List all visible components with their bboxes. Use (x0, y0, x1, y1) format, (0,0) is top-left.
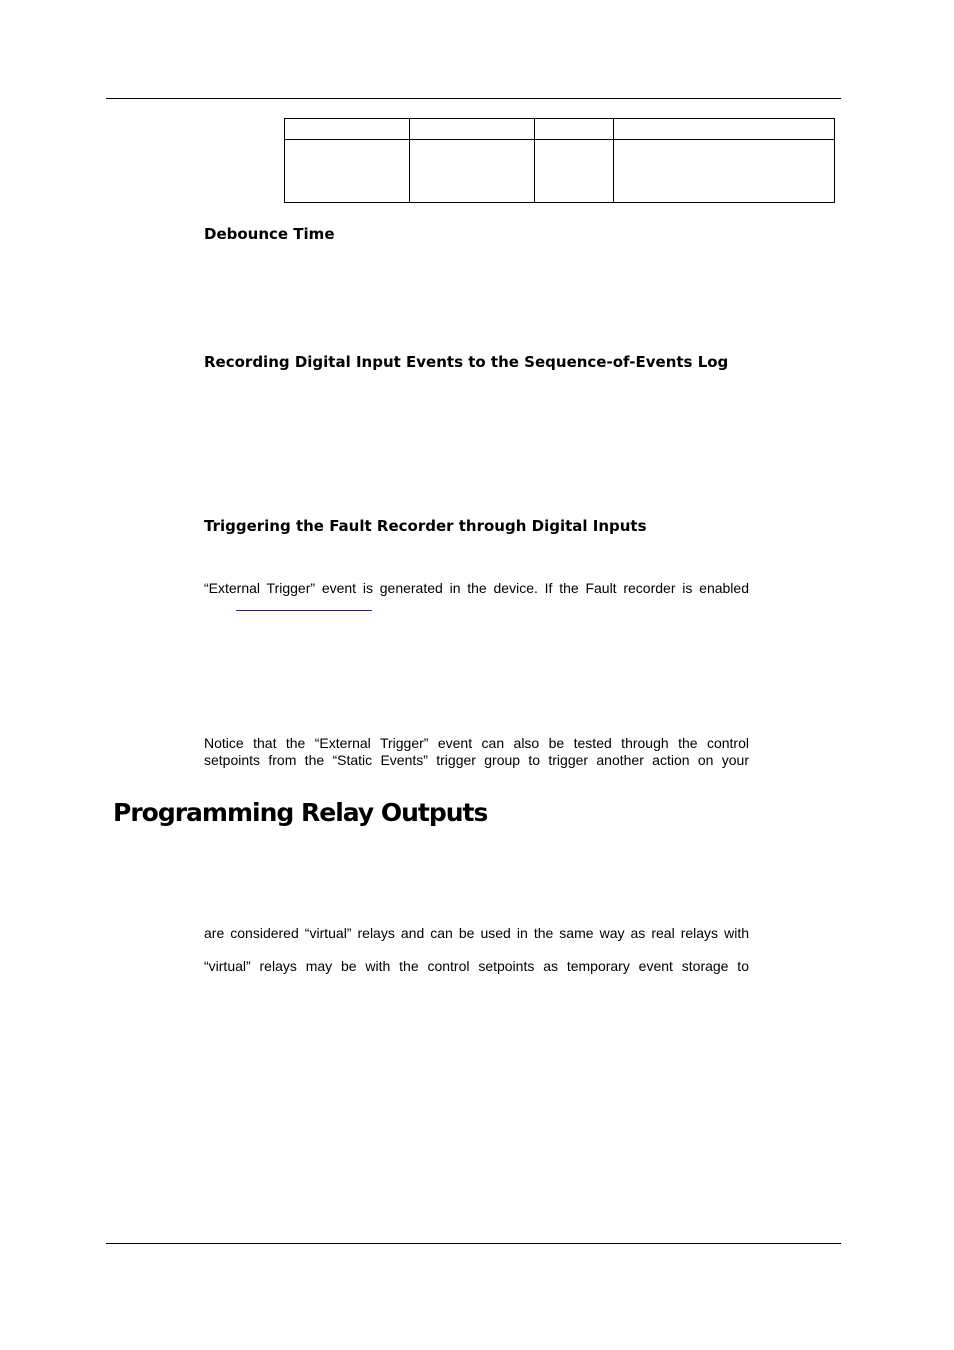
heading-triggering-fault-recorder: Triggering the Fault Recorder through Digital Inputs (204, 517, 647, 535)
footer-rule (106, 1243, 841, 1244)
table-row (285, 140, 835, 203)
table-cell (285, 119, 410, 140)
table-cell (535, 119, 614, 140)
table-cell (614, 140, 835, 203)
paragraph-virtual-relays-line-2: “virtual” relays may be with the control setpoints as temporary event storage to (204, 958, 749, 974)
settings-table (284, 118, 835, 203)
table-cell (614, 119, 835, 140)
heading-debounce-time: Debounce Time (204, 225, 335, 243)
paragraph-notice-line-2: setpoints from the “Static Events” trigger group to trigger another action on your (204, 752, 749, 768)
paragraph-external-trigger: “External Trigger” event is generated in the device. If the Fault recorder is enabled (204, 580, 749, 596)
section-title-programming-relay-outputs: Programming Relay Outputs (113, 798, 488, 827)
table-cell (410, 140, 535, 203)
table-cell (410, 119, 535, 140)
table-header-row (285, 119, 835, 140)
table-cell (285, 140, 410, 203)
header-rule (106, 98, 841, 99)
hyperlink-underline[interactable] (236, 610, 372, 611)
table-cell (535, 140, 614, 203)
heading-recording-events: Recording Digital Input Events to the Sequence-of-Events Log (204, 353, 729, 371)
paragraph-notice-line-1: Notice that the “External Trigger” event can also be tested through the control (204, 735, 749, 751)
paragraph-virtual-relays-line-1: are considered “virtual” relays and can be used in the same way as real relays with (204, 925, 749, 941)
